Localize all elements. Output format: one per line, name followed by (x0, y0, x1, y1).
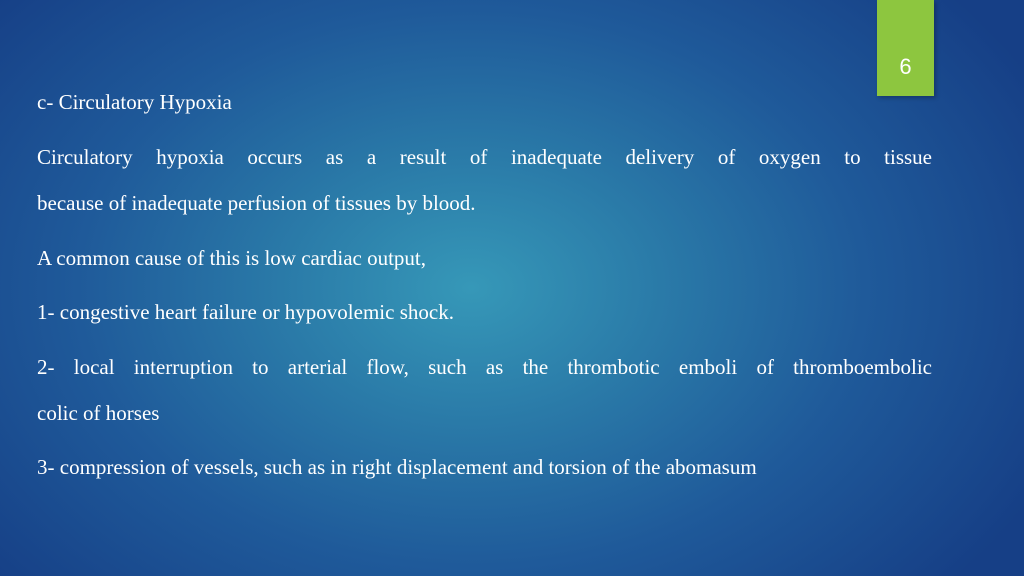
paragraph-line-2: because of inadequate perfusion of tissues by blood. (37, 191, 476, 215)
common-cause-text: A common cause of this is low cardiac output, (37, 246, 427, 270)
list-item-2-line-1: 2- local interruption to arterial flow, such as the thrombotic emboli of thromboembolic (37, 355, 932, 379)
list-item-1: 1- congestive heart failure or hypovolemic shock. (37, 300, 454, 324)
list-item-3: 3- compression of vessels, such as in right displacement and torsion of the abomasum (37, 455, 757, 479)
page-number: 6 (899, 54, 912, 79)
paragraph-line-1: Circulatory hypoxia occurs as a result of inadequate delivery of oxygen to tissue (37, 145, 932, 169)
section-heading: c- Circulatory Hypoxia (37, 90, 232, 114)
list-item-2-line-2: colic of horses (37, 401, 160, 425)
page-number-badge (877, 0, 934, 96)
